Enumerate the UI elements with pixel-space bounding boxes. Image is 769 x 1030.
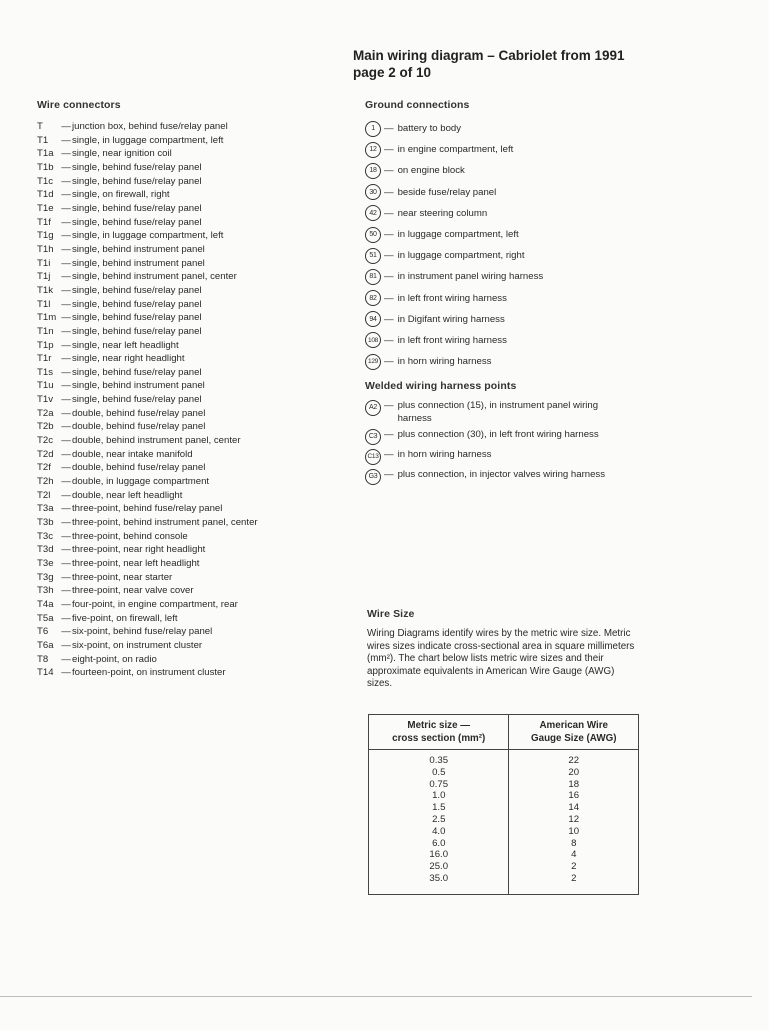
connector-code: T1c xyxy=(37,175,53,187)
connector-code: T4a xyxy=(37,598,54,610)
connector-description: single, behind instrument panel xyxy=(72,243,205,255)
list-item xyxy=(365,309,655,330)
list-item xyxy=(37,571,337,585)
list-item xyxy=(37,325,337,339)
awg-size-cell: 18 xyxy=(509,779,639,791)
list-item xyxy=(365,203,655,224)
list-item xyxy=(37,598,337,612)
metric-size-cell: 1.0 xyxy=(432,790,446,802)
list-item xyxy=(37,147,337,161)
connector-description: eight-point, on radio xyxy=(72,653,157,665)
dash-separator: — xyxy=(61,148,71,160)
connector-description: four-point, in engine compartment, rear xyxy=(72,598,238,610)
metric-size-cell: 35.0 xyxy=(429,872,449,884)
metric-size-cell: 4.0 xyxy=(432,825,446,837)
awg-size-cell: 12 xyxy=(509,814,639,826)
list-item xyxy=(37,229,337,243)
list-item xyxy=(37,584,337,598)
ground-connections-heading: Ground connections xyxy=(365,99,470,111)
table-row xyxy=(369,802,639,814)
list-item xyxy=(37,352,337,366)
dash-separator: — xyxy=(384,400,394,412)
wire-size-table-body xyxy=(369,750,639,895)
list-item xyxy=(365,469,655,485)
ground-number-icon: 94 xyxy=(365,311,381,327)
connector-description: three-point, behind fuse/relay panel xyxy=(72,503,223,515)
list-item xyxy=(37,612,337,626)
dash-separator: — xyxy=(61,325,71,337)
connector-description: single, behind instrument panel xyxy=(72,380,205,392)
connector-code: T1b xyxy=(37,161,54,173)
dash-separator: — xyxy=(61,230,71,242)
dash-separator: — xyxy=(61,544,71,556)
list-item xyxy=(37,366,337,380)
ground-description: in left front wiring harness xyxy=(397,334,507,346)
connector-code: T1h xyxy=(37,243,54,255)
connector-code: T1p xyxy=(37,339,54,351)
awg-size-cell: 4 xyxy=(509,849,639,861)
dash-separator: — xyxy=(61,489,71,501)
table-row xyxy=(369,838,639,850)
page-title xyxy=(353,48,673,81)
dash-separator: — xyxy=(61,503,71,515)
weld-point-icon: C13 xyxy=(365,449,381,465)
ground-description: in engine compartment, left xyxy=(397,144,514,156)
dash-separator: — xyxy=(384,292,394,304)
dash-separator: — xyxy=(384,250,394,262)
ground-number-icon: 129 xyxy=(365,354,381,370)
connector-description: double, behind fuse/relay panel xyxy=(72,462,206,474)
awg-size-cell: 14 xyxy=(509,802,639,814)
list-item xyxy=(37,379,337,393)
list-item xyxy=(37,284,337,298)
table-row xyxy=(369,767,639,779)
dash-separator: — xyxy=(61,298,71,310)
dash-separator: — xyxy=(61,175,71,187)
connector-description: double, behind instrument panel, center xyxy=(72,435,241,447)
list-item xyxy=(37,161,337,175)
connector-description: double, near intake manifold xyxy=(72,448,193,460)
connector-description: five-point, on firewall, left xyxy=(72,612,178,624)
page-title-line: Main wiring diagram – Cabriolet from 1991 xyxy=(353,48,625,63)
list-item xyxy=(37,298,337,312)
connector-code: T1f xyxy=(37,216,51,228)
dash-separator: — xyxy=(61,243,71,255)
connector-code: T2b xyxy=(37,421,54,433)
metric-size-cell: 2.5 xyxy=(432,813,446,825)
ground-number-icon: 81 xyxy=(365,269,381,285)
list-item xyxy=(37,243,337,257)
wire-connectors-section xyxy=(37,99,337,680)
awg-size-cell: 8 xyxy=(509,838,639,850)
list-item xyxy=(365,245,655,266)
dash-separator: — xyxy=(61,134,71,146)
connector-code: T1s xyxy=(37,366,53,378)
ground-connections-list xyxy=(365,118,655,372)
connector-code: T1g xyxy=(37,230,54,242)
dash-separator: — xyxy=(61,339,71,351)
list-item xyxy=(365,266,655,287)
weld-point-icon: C3 xyxy=(365,429,381,445)
weld-description: plus connection, in injector valves wiring harness xyxy=(397,469,606,481)
connector-description: junction box, behind fuse/relay panel xyxy=(72,121,228,132)
connector-description: single, near right headlight xyxy=(72,353,185,365)
bottom-divider xyxy=(0,996,752,997)
connector-code: T1j xyxy=(37,271,51,283)
connector-code: T2d xyxy=(37,448,54,460)
weld-description: plus connection (30), in left front wiring harness xyxy=(397,429,599,441)
dash-separator: — xyxy=(61,407,71,419)
awg-size-header xyxy=(509,715,639,750)
ground-number-icon: 30 xyxy=(365,184,381,200)
ground-description: in luggage compartment, left xyxy=(397,229,519,241)
connector-description: single, behind instrument panel xyxy=(72,257,205,269)
connector-description: three-point, near starter xyxy=(72,571,173,583)
connector-code: T3b xyxy=(37,517,54,529)
dash-separator: — xyxy=(384,469,394,481)
page-number: page 2 of 10 xyxy=(353,64,432,80)
dash-separator: — xyxy=(61,202,71,214)
awg-header-line: Gauge Size (AWG) xyxy=(531,732,617,744)
connector-code: T5a xyxy=(37,612,54,624)
list-item xyxy=(365,351,655,372)
connector-description: six-point, on instrument cluster xyxy=(72,639,203,651)
connector-description: single, behind fuse/relay panel xyxy=(72,161,202,173)
connector-code: T3g xyxy=(37,571,54,583)
connector-description: single, behind fuse/relay panel xyxy=(72,202,202,214)
table-row xyxy=(369,790,639,802)
list-item xyxy=(37,420,337,434)
dash-separator: — xyxy=(61,161,71,173)
connector-description: single, behind fuse/relay panel xyxy=(72,394,202,406)
dash-separator: — xyxy=(61,435,71,447)
connector-code: T2a xyxy=(37,407,54,419)
ground-description: in Digifant wiring harness xyxy=(397,313,505,325)
awg-size-cell: 2 xyxy=(509,873,639,894)
ground-description: on engine block xyxy=(397,165,465,177)
list-item xyxy=(37,434,337,448)
list-item xyxy=(37,120,337,134)
dash-separator: — xyxy=(61,366,71,378)
table-row xyxy=(369,861,639,873)
list-item xyxy=(365,118,655,139)
ground-description: in horn wiring harness xyxy=(397,356,492,368)
weld-description: plus connection (15), in instrument panel wiring harness xyxy=(397,400,599,424)
dash-separator: — xyxy=(61,394,71,406)
list-item xyxy=(37,489,337,503)
connector-code: T1m xyxy=(37,312,57,324)
metric-header-line: cross section (mm²) xyxy=(392,732,486,744)
weld-point-icon: G3 xyxy=(365,469,381,485)
connector-description: three-point, near left headlight xyxy=(72,558,200,569)
list-item xyxy=(37,311,337,325)
connector-description: single, behind fuse/relay panel xyxy=(72,216,202,228)
connector-description: single, near ignition coil xyxy=(72,148,172,160)
list-item xyxy=(37,202,337,216)
connector-description: double, behind fuse/relay panel xyxy=(72,421,206,433)
ground-description: in instrument panel wiring harness xyxy=(397,271,544,283)
dash-separator: — xyxy=(61,380,71,392)
list-item xyxy=(37,516,337,530)
list-item xyxy=(37,270,337,284)
connector-code: T1u xyxy=(37,380,54,392)
wire-size-table xyxy=(368,714,639,895)
dash-separator: — xyxy=(61,558,71,569)
connector-code: T1r xyxy=(37,353,52,365)
connector-code: T1k xyxy=(37,284,53,296)
ground-connections-section xyxy=(365,99,655,489)
wire-connectors-heading: Wire connectors xyxy=(37,99,121,111)
connector-description: double, behind fuse/relay panel xyxy=(72,407,206,419)
metric-size-cell: 6.0 xyxy=(432,837,446,849)
table-row xyxy=(369,826,639,838)
connector-description: three-point, behind instrument panel, center xyxy=(72,517,258,529)
list-item xyxy=(37,543,337,557)
dash-separator: — xyxy=(61,517,71,529)
connector-description: three-point, near right headlight xyxy=(72,544,206,556)
list-item xyxy=(37,653,337,667)
connector-description: single, behind fuse/relay panel xyxy=(72,312,202,324)
weld-description: in horn wiring harness xyxy=(397,449,492,461)
table-header-row xyxy=(369,715,639,750)
list-item xyxy=(365,288,655,309)
connector-code: T1l xyxy=(37,298,51,310)
list-item xyxy=(37,625,337,639)
connector-description: single, in luggage compartment, left xyxy=(72,230,224,242)
connector-description: double, near left headlight xyxy=(72,489,183,501)
dash-separator: — xyxy=(384,356,394,368)
list-item xyxy=(37,393,337,407)
wire-size-section xyxy=(367,608,657,691)
weld-point-icon: A2 xyxy=(365,400,381,416)
connector-description: single, near left headlight xyxy=(72,339,179,351)
dash-separator: — xyxy=(61,121,71,132)
list-item xyxy=(37,216,337,230)
connector-description: single, behind instrument panel, center xyxy=(72,271,237,283)
dash-separator: — xyxy=(61,639,71,651)
wire-size-paragraph: Wiring Diagrams identify wires by the metric wire size. Metric wires sizes indicate cross-sectional area in square millimeters (mm²). The chart below lists metric wire sizes and their approximate equivalents in American Wire Gauge (AWG) sizes. xyxy=(367,628,635,689)
connector-description: three-point, behind console xyxy=(72,530,188,542)
awg-size-cell: 10 xyxy=(509,826,639,838)
connector-code: T1n xyxy=(37,325,54,337)
list-item xyxy=(37,339,337,353)
table-row xyxy=(369,814,639,826)
connector-code: T6 xyxy=(37,626,49,638)
ground-description: battery to body xyxy=(397,123,462,135)
connector-code: T3c xyxy=(37,530,53,542)
connector-code: T6a xyxy=(37,639,54,651)
ground-description: in left front wiring harness xyxy=(397,292,507,304)
ground-number-icon: 108 xyxy=(365,332,381,348)
ground-description: in luggage compartment, right xyxy=(397,250,525,262)
dash-separator: — xyxy=(384,271,394,283)
connector-description: fourteen-point, on instrument cluster xyxy=(72,667,226,679)
ground-number-icon: 50 xyxy=(365,227,381,243)
table-row xyxy=(369,849,639,861)
dash-separator: — xyxy=(384,229,394,241)
connector-code: T3h xyxy=(37,585,54,597)
welded-points-list xyxy=(365,400,655,485)
dash-separator: — xyxy=(61,585,71,597)
dash-separator: — xyxy=(384,429,394,441)
list-item xyxy=(37,530,337,544)
connector-code: T1 xyxy=(37,134,49,146)
dash-separator: — xyxy=(384,186,394,198)
list-item xyxy=(37,448,337,462)
list-item xyxy=(37,666,337,680)
connector-description: single, behind fuse/relay panel xyxy=(72,284,202,296)
awg-size-cell: 16 xyxy=(509,790,639,802)
connector-description: single, behind fuse/relay panel xyxy=(72,298,202,310)
ground-number-icon: 82 xyxy=(365,290,381,306)
awg-header-line: American Wire xyxy=(539,720,608,731)
dash-separator: — xyxy=(384,207,394,219)
dash-separator: — xyxy=(384,449,394,461)
dash-separator: — xyxy=(61,476,71,488)
ground-description: beside fuse/relay panel xyxy=(397,186,497,198)
metric-size-cell: 0.5 xyxy=(432,766,446,778)
connector-description: single, behind fuse/relay panel xyxy=(72,175,202,187)
list-item xyxy=(37,461,337,475)
metric-size-header xyxy=(369,715,509,750)
dash-separator: — xyxy=(61,598,71,610)
awg-size-cell: 2 xyxy=(509,861,639,873)
list-item xyxy=(37,639,337,653)
wire-connectors-list xyxy=(37,120,337,680)
connector-description: three-point, near valve cover xyxy=(72,585,194,597)
connector-description: six-point, behind fuse/relay panel xyxy=(72,626,213,638)
list-item xyxy=(365,160,655,181)
dash-separator: — xyxy=(61,312,71,324)
dash-separator: — xyxy=(61,271,71,283)
connector-description: single, in luggage compartment, left xyxy=(72,134,224,146)
list-item xyxy=(365,330,655,351)
list-item xyxy=(365,224,655,245)
dash-separator: — xyxy=(61,421,71,433)
dash-separator: — xyxy=(384,313,394,325)
dash-separator: — xyxy=(61,653,71,665)
metric-header-line: Metric size — xyxy=(407,720,471,731)
list-item xyxy=(37,475,337,489)
metric-size-cell: 1.5 xyxy=(432,802,446,814)
connector-description: single, on firewall, right xyxy=(72,189,170,201)
connector-code: T2h xyxy=(37,476,54,488)
wire-size-heading: Wire Size xyxy=(367,608,415,620)
connector-code: T3a xyxy=(37,503,54,515)
ground-number-icon: 42 xyxy=(365,205,381,221)
list-item xyxy=(37,407,337,421)
dash-separator: — xyxy=(61,571,71,583)
list-item xyxy=(365,449,655,465)
list-item xyxy=(37,175,337,189)
ground-description: near steering column xyxy=(397,207,488,219)
metric-size-cell: 0.35 xyxy=(429,755,449,766)
table-row xyxy=(369,873,639,894)
metric-size-cell: 16.0 xyxy=(429,849,449,861)
dash-separator: — xyxy=(61,257,71,269)
metric-size-cell: 0.75 xyxy=(429,778,449,790)
dash-separator: — xyxy=(61,189,71,201)
ground-number-icon: 1 xyxy=(365,121,381,137)
dash-separator: — xyxy=(384,165,394,177)
dash-separator: — xyxy=(61,353,71,365)
connector-code: T3d xyxy=(37,544,54,556)
dash-separator: — xyxy=(384,334,394,346)
list-item xyxy=(37,134,337,148)
list-item xyxy=(365,400,655,425)
connector-code: T xyxy=(37,121,43,132)
dash-separator: — xyxy=(61,216,71,228)
ground-number-icon: 51 xyxy=(365,248,381,264)
awg-size-cell: 22 xyxy=(509,750,639,767)
connector-code: T3e xyxy=(37,558,54,569)
connector-description: single, behind fuse/relay panel xyxy=(72,366,202,378)
list-item xyxy=(37,257,337,271)
connector-code: T1a xyxy=(37,148,54,160)
dash-separator: — xyxy=(61,530,71,542)
dash-separator: — xyxy=(61,667,71,679)
connector-code: T1i xyxy=(37,257,51,269)
dash-separator: — xyxy=(61,284,71,296)
connector-description: double, in luggage compartment xyxy=(72,476,210,488)
dash-separator: — xyxy=(384,123,394,135)
list-item xyxy=(365,429,655,445)
ground-number-icon: 12 xyxy=(365,142,381,158)
dash-separator: — xyxy=(61,462,71,474)
dash-separator: — xyxy=(384,144,394,156)
awg-size-cell: 20 xyxy=(509,767,639,779)
list-item xyxy=(365,182,655,203)
connector-code: T14 xyxy=(37,667,54,679)
connector-code: T1v xyxy=(37,394,53,406)
ground-number-icon: 18 xyxy=(365,163,381,179)
list-item xyxy=(37,502,337,516)
connector-code: T2c xyxy=(37,435,53,447)
dash-separator: — xyxy=(61,612,71,624)
metric-size-cell: 25.0 xyxy=(429,861,449,873)
connector-description: single, behind fuse/relay panel xyxy=(72,325,202,337)
connector-code: T1e xyxy=(37,202,54,214)
list-item xyxy=(37,188,337,202)
connector-code: T8 xyxy=(37,653,49,665)
dash-separator: — xyxy=(61,626,71,638)
dash-separator: — xyxy=(61,448,71,460)
welded-points-heading: Welded wiring harness points xyxy=(365,380,517,393)
connector-code: T2f xyxy=(37,462,51,474)
list-item xyxy=(37,557,337,571)
table-row xyxy=(369,750,639,767)
table-row xyxy=(369,779,639,791)
list-item xyxy=(365,139,655,160)
connector-code: T2l xyxy=(37,489,51,501)
connector-code: T1d xyxy=(37,189,54,201)
